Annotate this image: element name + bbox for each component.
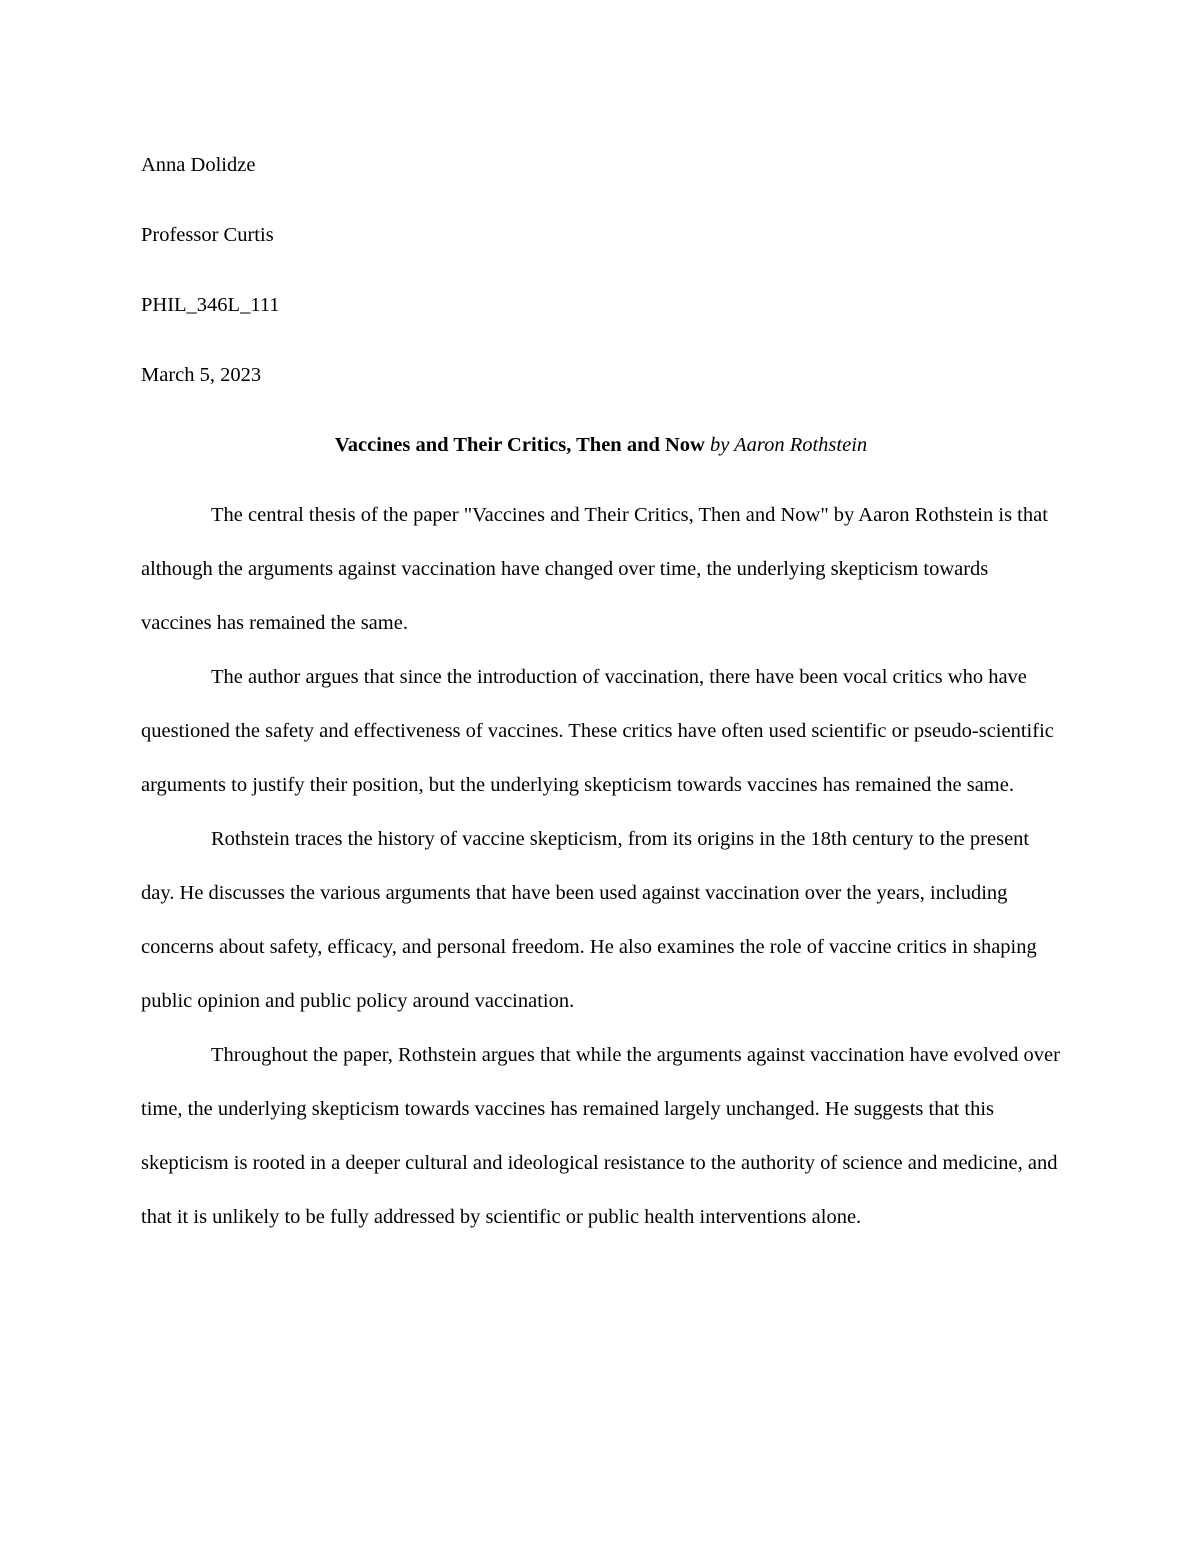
paragraph-4: Throughout the paper, Rothstein argues that while the arguments against vaccination have evolved over time, the underlying skepticism towards vaccines has remained largely unchanged. He suggests that this skepticism is rooted in a deeper cultural and ideological resistance to the authority of science and medicine, and that it is unlikely to be fully addressed by scientific or public health interventions alone. xyxy=(141,1044,1060,1228)
professor-name: Professor Curtis xyxy=(141,224,274,246)
title-main: Vaccines and Their Critics, Then and Now xyxy=(334,434,705,456)
paragraph-1: The central thesis of the paper "Vaccines and Their Critics, Then and Now" by Aaron Rothstein is that although the arguments against vaccination have changed over time, the underlying skepticism towards vaccines has remained the same. xyxy=(141,504,1048,634)
course-code: PHIL_346L_111 xyxy=(141,294,280,316)
document-date: March 5, 2023 xyxy=(141,364,262,386)
paragraph-2: The author argues that since the introduction of vaccination, there have been vocal critics who have questioned the safety and effectiveness of vaccines. These critics have often used scientific or pseudo-scientific arguments to justify their position, but the underlying skepticism towards vaccines has remained the same. xyxy=(141,666,1054,796)
author-name: Anna Dolidze xyxy=(141,154,256,176)
title-byline: by Aaron Rothstein xyxy=(709,434,868,456)
document-body xyxy=(141,138,1061,1244)
paragraph-3: Rothstein traces the history of vaccine skepticism, from its origins in the 18th century to the present day. He discusses the various arguments that have been used against vaccination over the years, including concerns about safety, efficacy, and personal freedom. He also examines the role of vaccine critics in shaping public opinion and public policy around vaccination. xyxy=(141,828,1037,1012)
document-title xyxy=(141,418,1061,472)
